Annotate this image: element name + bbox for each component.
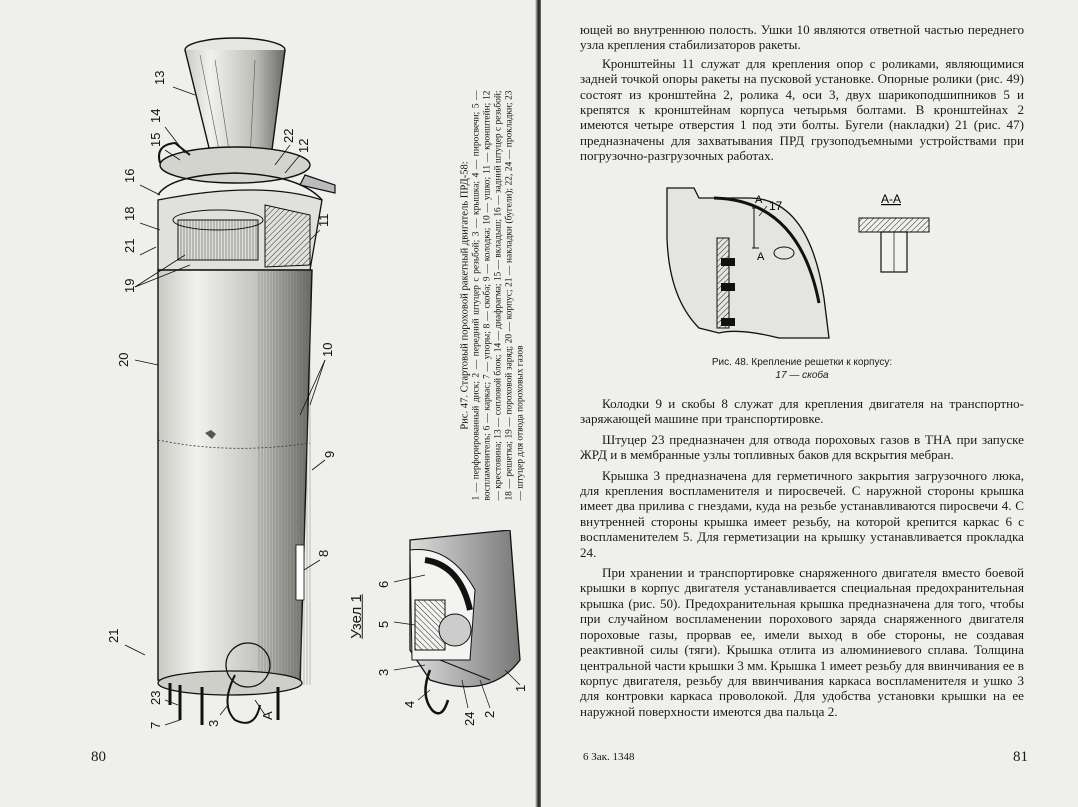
callout-19: 19 [122,278,137,293]
paragraph-5: Крышка 3 предназначена для герметичного закрытия загрузочного люка, для крепления воспламенителя и пиросвечей. С наружной стороны крышка имеет два прилива с гнездами, куда на резьбе устанавливаются пиросвечи 4. С внутренней стороны крышка имеет резьбу, на которой крепится каркас 6 с воспламенителем 5. Для герметизации на крышку устанавливается прокладка 24. [580,467,1024,560]
callout-21-top: 21 [122,238,137,253]
callout-18: 18 [122,206,137,221]
printing-note: 6 Зак. 1348 [583,751,635,763]
callout-17: 17 [769,199,783,213]
right-page [541,0,1078,807]
paragraph-2: Кронштейны 11 служат для крепления опор с роликами, являющимися задней точкой опоры ракеты на пусковой установке. Опорные ролики (рис. 49) состоят из кронштейна 2, ролика 4, оси 3, двух шарикоподшипников 5 и крепятся к кронштейнам корпуса четырьмя болтами. В кронштейнах 2 имеются четыре отверстия 1 под эти болты. Бугели (накладки) 21 (рис. 47) предназначены для захватывания ПРД грузоподъемными устройствами при погрузочно-разгрузочных работах. [580,55,1024,164]
figure-48-subcaption: 17 — скоба [775,370,829,381]
left-page [0,0,538,807]
figure-48-drawing [659,178,959,348]
text-block-top [580,22,1024,164]
figure-47-caption [460,91,527,501]
page-number-left: 80 [91,749,106,765]
body-cutaway [158,190,322,270]
callout-15: 15 [148,132,163,147]
engine-casing [158,200,322,694]
callout-23: 23 [148,690,163,705]
callout-20: 20 [116,352,131,367]
node-callout-1: 1 [513,684,528,692]
callout-16: 16 [122,168,137,183]
paragraph-3: Колодки 9 и скобы 8 служат для крепления двигателя на транспортно-заряжающей машине при транспортировке. [580,396,1024,427]
paragraph-4: Штуцер 23 предназначен для отвода пороховых газов в ТНА при запуске ЖРД и в мембранные узлы топливных баков для вскрытия мебран. [580,431,1024,463]
node-callout-2: 2 [482,710,497,718]
callout-21-bottom: 21 [106,628,121,643]
callout-A: A [260,711,275,720]
figure-47-legend: 1 — перфорированный диск; 2 — передний штуцер с резьбой; 3 — крышка; 4 — пиросвечи; 5 — воспламенитель; 6 — каркас; 7 — упоры; 8 — скоба; 9 — колодка; 10 — ушко; 11 — кронштейн; 12 — крестовина; 13 — сопловой блок; 14 — диафрагма; 15 — вкладыш; 16 — задний штуцер с резьбой; 18 — решетка; 19 — пороховой заряд; 20 — корпус; 21 — накладки (бугели); 22, 24 — прокладки; 23 — штуцер для отвода пороховых газов [471,90,526,501]
nozzle-block [185,38,285,165]
callout-7: 7 [148,721,163,729]
callout-12: 12 [296,138,311,153]
node-callout-24: 24 [462,711,477,726]
paragraph-1: ющей во внутреннюю полость. Ушки 10 являются ответной частью переднего узла крепления стабилизаторов ракеты. [580,22,1024,53]
figure-47-title: Рис. 47. Стартовый пороховой ракетный двигатель ПРД-58: [459,161,471,430]
node-callout-5: 5 [376,620,391,628]
callout-14: 14 [148,108,163,123]
section-mark-a-bottom: А [757,251,765,263]
callout-3: 3 [206,719,221,727]
section-label-aa: А-А [881,192,902,206]
paragraph-6: При хранении и транспортировке снаряженного двигателя вместо боевой крышки в корпус двигателя устанавливается специальная предохранительная крышка (рис. 50). Предохранительная крышка предназначена для того, чтобы при случайном воспламенении порохового заряда снаряженного двигателя пороховые газы, прорвав ее, имели выход в обе стороны, не создавая реактивной силы (тяги). Крышка отлита из алюминиевого сплава. Толщина центральной части крышки 3 мм. Крышка 1 имеет резьбу для ввинчивания ее в корпус двигателя, резьбу для ввинчивания каркаса воспламенителя и ушко 3 для контровки каркаса проволокой. Для удобства установки крышки на ее наружной поверхности имеются два пальца 2. [580,565,1024,719]
section-mark-a-top: А [755,194,763,206]
callout-22: 22 [281,128,296,143]
callout-10: 10 [320,342,335,357]
figure-47-engine-drawing [60,15,380,735]
figure-48-title: Рис. 48. Крепление решетки к корпусу: [711,357,893,368]
node-label: Узел 1 [347,594,365,639]
figure-48-caption [580,356,1024,382]
callout-11: 11 [316,213,331,227]
callout-8: 8 [316,549,331,557]
node-callout-6: 6 [376,580,391,588]
node-1-detail-drawing [370,530,535,730]
page-number-right: 81 [1013,749,1028,765]
text-block-bottom [580,396,1024,719]
callout-9: 9 [322,450,337,458]
callout-13: 13 [152,70,167,85]
node-callout-4: 4 [402,700,417,708]
node-callout-3: 3 [376,668,391,676]
